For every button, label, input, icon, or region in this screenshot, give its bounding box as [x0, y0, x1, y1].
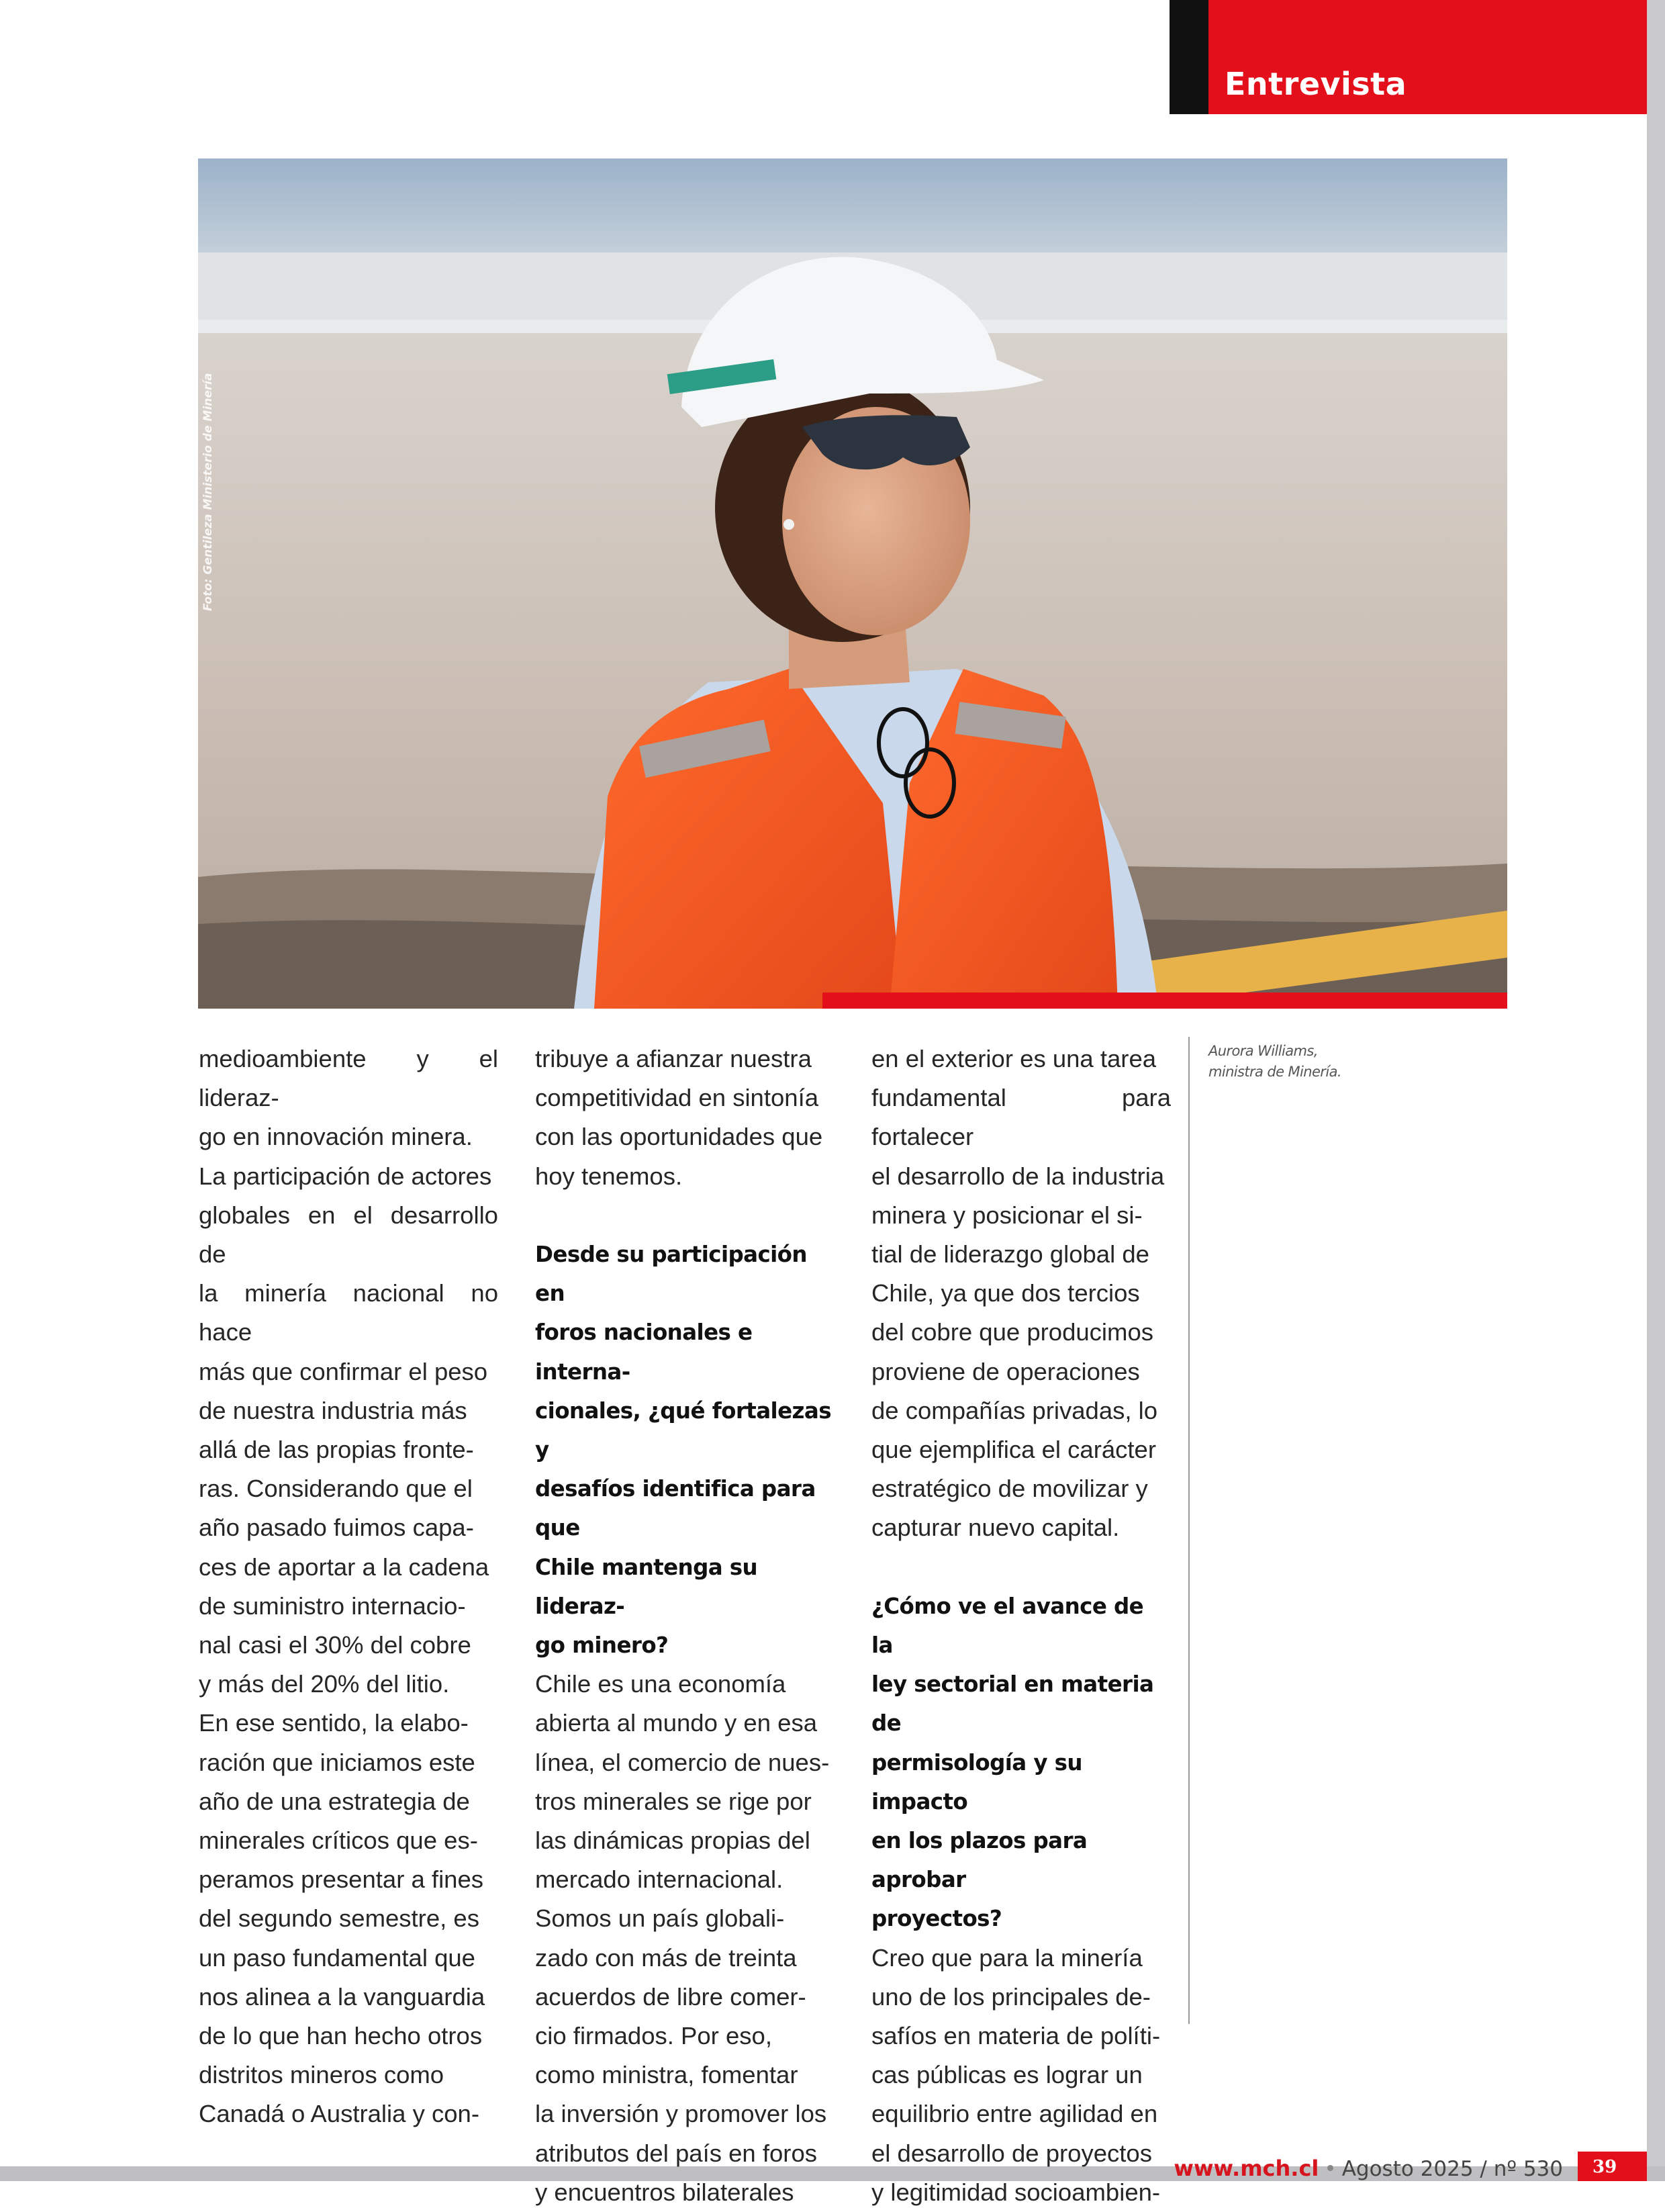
body-text-line: acuerdos de libre comer-: [535, 1982, 806, 2011]
body-text-line: Canadá o Australia y con-: [199, 2100, 479, 2128]
caption-name: Aurora Williams,: [1208, 1043, 1318, 1059]
body-text-line: Chile es una economía: [535, 1670, 786, 1698]
paragraph-gap: [871, 1548, 1171, 1587]
body-text-line: tros minerales se rige por: [535, 1787, 812, 1815]
body-text-line: la minería nacional no hace: [199, 1279, 498, 1346]
interview-question-line: foros nacionales e interna-: [535, 1320, 753, 1385]
body-text-line: ces de aportar a la cadena: [199, 1553, 489, 1581]
interview-question-line: ¿Cómo ve el avance de la: [871, 1593, 1144, 1659]
body-text-line: En ese sentido, la elabo-: [199, 1709, 469, 1737]
footer-site-link[interactable]: www.mch.cl: [1174, 2156, 1319, 2181]
body-text-line: como ministra, fomentar: [535, 2061, 798, 2089]
body-text-line: competitividad en sintonía: [535, 1084, 819, 1112]
body-text-line: del cobre que producimos: [871, 1318, 1153, 1346]
body-text-line: Creo que para la minería: [871, 1943, 1143, 1972]
caption-title: ministra de Minería.: [1208, 1064, 1341, 1080]
footer-issue: Agosto 2025 / nº 530: [1341, 2157, 1563, 2181]
body-text-line: más que confirmar el peso: [199, 1357, 488, 1385]
body-text-line: de suministro internacio-: [199, 1592, 466, 1620]
body-text-line: proviene de operaciones: [871, 1357, 1140, 1385]
body-text-line: Chile, ya que dos tercios: [871, 1279, 1140, 1307]
body-text-line: de compañías privadas, lo: [871, 1396, 1158, 1424]
body-text-line: cio firmados. Por eso,: [535, 2022, 772, 2050]
body-text-line: año pasado fuimos capa-: [199, 1514, 474, 1542]
interview-question-line: ley sectorial en materia de: [871, 1671, 1154, 1737]
body-text-line: nos alinea a la vanguardia: [199, 1982, 485, 2011]
body-text-line: tial de liderazgo global de: [871, 1240, 1149, 1269]
body-text-line: tribuye a afianzar nuestra: [535, 1045, 812, 1072]
body-text-line: atributos del país en foros: [535, 2139, 817, 2167]
body-text-line: cas públicas es lograr un: [871, 2061, 1143, 2089]
interview-question-line: go minero?: [535, 1632, 669, 1659]
body-text-line: La participación de actores: [199, 1162, 492, 1190]
interview-question-line: Chile mantenga su lideraz-: [535, 1554, 758, 1619]
interview-question-line: Desde su participación en: [535, 1242, 807, 1307]
body-text-line: en el exterior es una tarea: [871, 1045, 1157, 1072]
body-text-line: mercado internacional.: [535, 1865, 783, 1894]
body-text-line: Somos un país globali-: [535, 1904, 785, 1933]
body-text-line: el desarrollo de proyectos: [871, 2139, 1152, 2167]
footer-credit: [1174, 2156, 1563, 2181]
body-text-line: capturar nuevo capital.: [871, 1514, 1120, 1542]
body-text-line: zado con más de treinta: [535, 1943, 797, 1972]
body-text-line: minerales críticos que es-: [199, 1827, 478, 1855]
body-text-line: con las oportunidades que: [535, 1123, 823, 1151]
body-text-line: las dinámicas propias del: [535, 1827, 810, 1855]
interview-question-line: proyectos?: [871, 1906, 1002, 1932]
interview-question-line: desafíos identifica para que: [535, 1476, 816, 1541]
body-text-line: y más del 20% del litio.: [199, 1670, 450, 1698]
body-text-line: ración que iniciamos este: [199, 1748, 475, 1776]
text-column-2: [535, 1040, 835, 2212]
body-text-line: año de una estrategia de: [199, 1787, 470, 1815]
body-text-line: minera y posicionar el si-: [871, 1201, 1143, 1229]
body-text-line: go en innovación minera.: [199, 1123, 473, 1151]
caption-divider: [1188, 1037, 1190, 2024]
photo-caption: [1208, 1041, 1370, 1082]
footer-separator: •: [1324, 2157, 1337, 2181]
body-text-line: del segundo semestre, es: [199, 1904, 479, 1933]
body-text-line: safíos en materia de políti-: [871, 2022, 1161, 2050]
body-text-line: nal casi el 30% del cobre: [199, 1631, 471, 1659]
photo-credit: Foto: Gentileza Ministerio de Minería: [201, 373, 215, 611]
portrait-photo: [198, 158, 1507, 1009]
body-text-line: y encuentros bilaterales: [535, 2178, 794, 2206]
body-text-line: equilibrio entre agilidad en: [871, 2100, 1158, 2128]
section-label: Entrevista: [1225, 66, 1407, 102]
section-tab-black-bar: [1170, 0, 1208, 114]
body-text-line: que ejemplifica el carácter: [871, 1436, 1157, 1464]
right-gutter: [1647, 0, 1665, 2181]
text-column-3: [871, 1040, 1171, 2212]
body-text-line: línea, el comercio de nues-: [535, 1748, 830, 1776]
text-column-1: [199, 1040, 498, 2134]
interview-question-line: en los plazos para aprobar: [871, 1828, 1088, 1893]
body-text-line: y legitimidad socioambien-: [871, 2178, 1161, 2206]
body-text-line: el desarrollo de la industria: [871, 1162, 1165, 1190]
body-text-line: globales en el desarrollo de: [199, 1201, 498, 1269]
interview-question-line: cionales, ¿qué fortalezas y: [535, 1397, 831, 1463]
section-tab: [1170, 0, 1647, 114]
body-text-line: hoy tenemos.: [535, 1162, 683, 1190]
body-text-line: medioambiente y el lideraz-: [199, 1045, 498, 1112]
body-text-line: abierta al mundo y en esa: [535, 1709, 818, 1737]
page-number: 39: [1592, 2157, 1617, 2177]
body-text-line: de lo que han hecho otros: [199, 2022, 483, 2050]
interview-question-line: permisología y su impacto: [871, 1749, 1082, 1814]
body-text-line: estratégico de movilizar y: [871, 1475, 1148, 1503]
body-text-line: distritos mineros como: [199, 2061, 444, 2089]
body-text-line: un paso fundamental que: [199, 1943, 475, 1972]
paragraph-gap: [535, 1196, 835, 1235]
body-text-line: fundamental para fortalecer: [871, 1084, 1171, 1151]
body-text-line: la inversión y promover los: [535, 2100, 827, 2128]
body-text-line: de nuestra industria más: [199, 1396, 467, 1424]
body-text-line: peramos presentar a fines: [199, 1865, 484, 1894]
body-text-line: ras. Considerando que el: [199, 1475, 473, 1503]
body-text-line: uno de los principales de-: [871, 1982, 1151, 2011]
body-text-line: allá de las propias fronte-: [199, 1436, 474, 1464]
